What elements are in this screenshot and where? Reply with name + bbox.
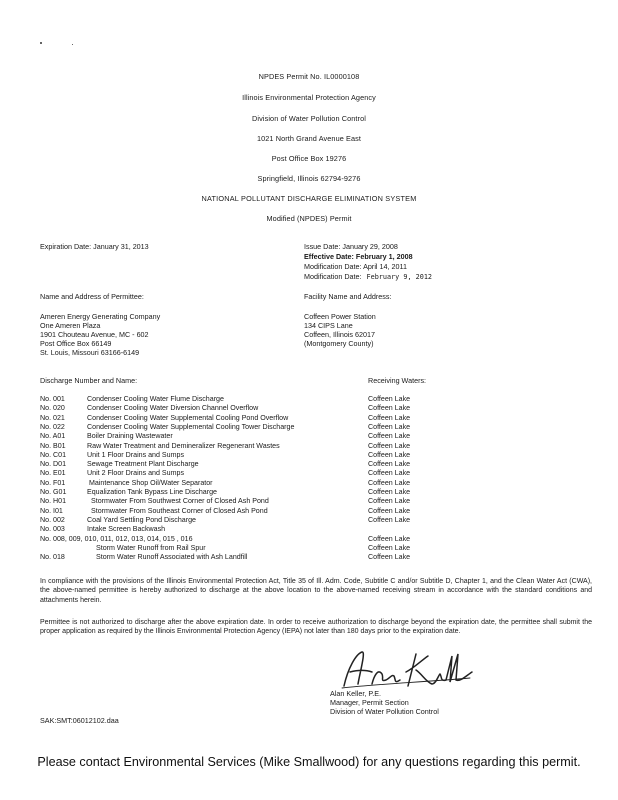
modification-date-2 (304, 272, 432, 282)
modification-date-1: Modification Date: April 14, 2011 (304, 262, 407, 271)
permittee-address (40, 312, 160, 357)
permittee-heading: Name and Address of Permittee: (40, 292, 144, 301)
compliance-paragraph: In compliance with the provisions of the Illinois Environmental Protection Act, Title 35 of Ill. Adm. Code, Subtitle C and/or Subtitle D, Chapter 1, and the Clean Water Act (CWA), the above-named permittee is hereby authorized to discharge at the above location to the above-named receiving stream in accordance with the standard conditions and attachments herein. (40, 578, 592, 604)
discharge-name: Equalization Tank Bypass Line Discharge (87, 488, 217, 496)
discharge-number: No. H01 (40, 497, 67, 506)
receiving-waters-heading: Receiving Waters: (368, 376, 427, 385)
signer-division: Division of Water Pollution Control (330, 706, 439, 716)
table-row (40, 507, 600, 516)
discharge-number: No. 020 (40, 404, 65, 413)
table-row (40, 414, 600, 423)
table-row (40, 404, 600, 413)
agency-po-box: Post Office Box 19276 (271, 154, 347, 163)
file-reference: SAK:SMT:06012102.daa (40, 716, 119, 725)
facility-heading: Facility Name and Address: (304, 292, 392, 301)
modification-date-label: Modification Date: (304, 272, 362, 281)
facility-line: Coffeen Power Station (304, 312, 376, 321)
discharge-number: No. G01 (40, 488, 67, 496)
receiving-water: Coffeen Lake (368, 534, 411, 543)
receiving-water: Coffeen Lake (368, 497, 411, 506)
discharge-name: Unit 2 Floor Drains and Sumps (87, 469, 184, 478)
discharge-number: No. A01 (40, 432, 66, 441)
discharge-number: No. F01 (40, 478, 66, 487)
discharge-number: No. 003 (40, 525, 65, 534)
receiving-water: Coffeen Lake (368, 432, 411, 441)
table-row (40, 460, 600, 469)
discharge-name: Coal Yard Settling Pond Discharge (87, 515, 196, 524)
discharge-name: Condenser Cooling Water Supplemental Cooling Tower Discharge (87, 422, 295, 431)
table-row (40, 423, 600, 432)
permittee-line: Post Office Box 66149 (40, 339, 112, 348)
receiving-water: Coffeen Lake (368, 506, 411, 515)
scan-speck (40, 42, 42, 44)
division-name: Division of Water Pollution Control (252, 114, 366, 123)
agency-name: Illinois Environmental Protection Agency (242, 93, 376, 102)
table-row (40, 516, 600, 525)
facility-line: (Montgomery County) (304, 339, 374, 348)
receiving-water: Coffeen Lake (368, 543, 411, 552)
agency-street: 1021 North Grand Avenue East (256, 134, 362, 143)
table-row (40, 469, 600, 478)
table-row (40, 488, 600, 497)
permit-number: NPDES Permit No. IL0000108 (258, 72, 360, 81)
discharge-number: No. 001 (40, 395, 65, 403)
authorization-paragraph: Permittee is not authorized to discharge after the above expiration date. In order to receive authorization to discharge beyond the expiration date, the permittee shall submit the proper application as required by the Illinois Environmental Protection Agency (IEPA) not later than 180 days prior to the expiration date. (40, 619, 592, 636)
discharge-name: Stormwater From Southeast Corner of Closed Ash Pond (91, 506, 268, 515)
discharge-number: No. 021 (40, 413, 65, 422)
modification-date-value: February 9, 2012 (366, 273, 433, 281)
table-row (40, 544, 600, 553)
table-row (40, 553, 600, 562)
discharge-number: No. E01 (40, 469, 66, 478)
discharge-number: No. D01 (40, 460, 67, 469)
discharge-name: Maintenance Shop Oil/Water Separator (89, 478, 213, 487)
signature-image (336, 646, 476, 692)
contact-note: Please contact Environmental Services (Mike Smallwood) for any questions regarding this permit. (37, 755, 581, 769)
discharge-name: Storm Water Runoff from Rail Spur (96, 543, 206, 552)
signer-name: Alan Keller, P.E. (330, 689, 382, 698)
discharge-name: Sewage Treatment Plant Discharge (87, 460, 199, 469)
receiving-water: Coffeen Lake (368, 395, 411, 403)
discharge-name: Intake Screen Backwash (87, 525, 166, 534)
table-row (40, 451, 600, 460)
table-row (40, 479, 600, 488)
receiving-water: Coffeen Lake (368, 450, 411, 459)
discharge-name: Storm Water Runoff Associated with Ash Landfill (96, 553, 248, 562)
table-row (40, 497, 600, 506)
facility-line: Coffeen, Illinois 62017 (304, 330, 375, 339)
discharge-number: No. 002 (40, 515, 65, 524)
receiving-water: Coffeen Lake (368, 515, 411, 524)
discharge-name: Unit 1 Floor Drains and Sumps (87, 450, 184, 459)
expiration-date: Expiration Date: January 31, 2013 (40, 242, 149, 251)
discharge-name: Stormwater From Southwest Corner of Closed Ash Pond (91, 497, 269, 506)
table-row (40, 432, 600, 441)
discharge-number: No. I01 (40, 506, 63, 515)
receiving-water: Coffeen Lake (368, 488, 411, 496)
receiving-water: Coffeen Lake (368, 422, 411, 431)
receiving-water: Coffeen Lake (368, 460, 411, 469)
receiving-water: Coffeen Lake (368, 413, 411, 422)
permit-type: Modified (NPDES) Permit (266, 214, 352, 223)
discharge-name: Condenser Cooling Water Flume Discharge (87, 395, 224, 403)
table-row (40, 442, 600, 451)
agency-city: Springfield, Illinois 62794-9276 (257, 174, 361, 183)
discharge-name: Condenser Cooling Water Diversion Channel Overflow (87, 404, 259, 413)
table-row (40, 535, 600, 544)
signature-block (330, 690, 439, 716)
scan-speck (72, 44, 73, 45)
discharge-name: Condenser Cooling Water Supplemental Cooling Pond Overflow (87, 413, 289, 422)
discharge-name: Boiler Draining Wastewater (87, 432, 173, 441)
discharge-name: Raw Water Treatment and Demineralizer Regenerant Wastes (87, 441, 280, 450)
facility-address (304, 312, 376, 348)
table-row (40, 395, 600, 404)
discharge-number: No. 018 (40, 553, 65, 562)
receiving-water: Coffeen Lake (368, 404, 411, 413)
system-title: NATIONAL POLLUTANT DISCHARGE ELIMINATION SYSTEM (201, 194, 417, 203)
receiving-water: Coffeen Lake (368, 441, 411, 450)
signer-title: Manager, Permit Section (330, 697, 409, 707)
discharge-number: No. 022 (40, 422, 65, 431)
permittee-line: One Ameren Plaza (40, 321, 101, 330)
receiving-water: Coffeen Lake (368, 553, 411, 562)
discharge-heading: Discharge Number and Name: (40, 376, 138, 385)
facility-line: 134 CIPS Lane (304, 321, 353, 330)
effective-date: Effective Date: February 1, 2008 (304, 252, 413, 261)
discharge-number: No. C01 (40, 450, 67, 459)
issue-date: Issue Date: January 29, 2008 (304, 242, 398, 251)
discharge-number: No. B01 (40, 441, 66, 450)
permittee-line: Ameren Energy Generating Company (40, 312, 161, 321)
receiving-water: Coffeen Lake (368, 469, 411, 478)
permittee-line: St. Louis, Missouri 63166-6149 (40, 348, 140, 357)
permittee-line: 1901 Chouteau Avenue, MC - 602 (40, 330, 149, 339)
discharge-number: No. 008, 009, 010, 011, 012, 013, 014, 015 , 016 (40, 534, 193, 543)
table-row (40, 525, 600, 534)
receiving-water: Coffeen Lake (368, 478, 411, 487)
